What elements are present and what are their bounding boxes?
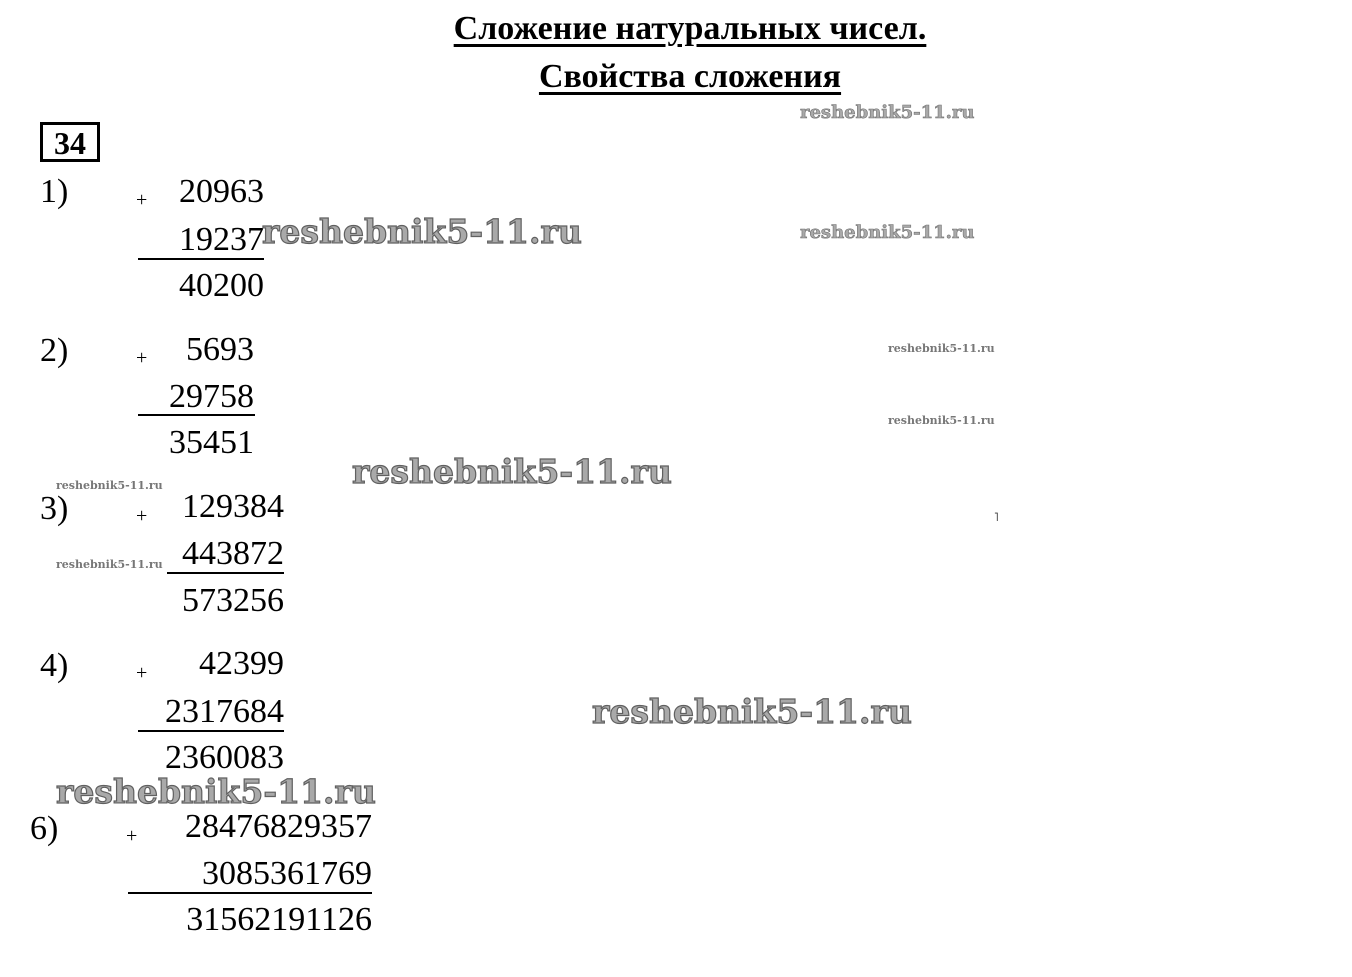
plus-sign: + <box>136 505 148 527</box>
watermark: reshebnik5-11.ru <box>56 479 163 492</box>
watermark: reshebnik5-11.ru <box>800 102 975 123</box>
task-number-badge: 34 <box>40 122 100 162</box>
addend-1: 129384 <box>182 488 284 525</box>
addend-1: 20963 <box>179 173 264 210</box>
problem-label: 3) <box>40 490 69 527</box>
watermark: reshebnik5-11.ru <box>56 772 376 811</box>
addend-2: 19237 <box>179 221 264 258</box>
sum-result: 35451 <box>169 424 254 461</box>
problem-label: 4) <box>40 647 69 684</box>
sum-line <box>138 258 264 260</box>
watermark: reshebnik5-11.ru <box>888 414 995 427</box>
watermark: reshebnik5-11.ru <box>56 558 163 571</box>
addend-2: 29758 <box>169 378 254 415</box>
sum-result: 40200 <box>179 267 264 304</box>
watermark: reshebnik5-11.ru <box>352 452 672 491</box>
addend-1: 5693 <box>186 331 254 368</box>
addend-1: 28476829357 <box>185 808 372 845</box>
addend-2: 3085361769 <box>202 855 372 892</box>
stray-mark: ˥ <box>994 510 999 524</box>
addend-2: 2317684 <box>165 693 284 730</box>
sum-line <box>167 572 284 574</box>
addend-1: 42399 <box>199 645 284 682</box>
problem-label: 2) <box>40 332 69 369</box>
watermark: reshebnik5-11.ru <box>888 342 995 355</box>
watermark: reshebnik5-11.ru <box>262 212 582 251</box>
addend-2: 443872 <box>182 535 284 572</box>
sum-result: 2360083 <box>165 739 284 776</box>
watermark: reshebnik5-11.ru <box>800 222 975 243</box>
problem-label: 1) <box>40 173 69 210</box>
sum-result: 31562191126 <box>186 901 372 938</box>
plus-sign: + <box>136 189 148 211</box>
page-title: Сложение натуральных чисел. <box>453 10 927 47</box>
sum-line <box>138 730 284 732</box>
sum-line <box>128 892 372 894</box>
problem-label: 6) <box>30 810 59 847</box>
page-subtitle: Свойства сложения <box>538 58 842 95</box>
plus-sign: + <box>136 347 148 369</box>
plus-sign: + <box>136 662 148 684</box>
sum-result: 573256 <box>182 582 284 619</box>
sum-line <box>138 414 255 416</box>
plus-sign: + <box>126 825 138 847</box>
watermark: reshebnik5-11.ru <box>592 692 912 731</box>
